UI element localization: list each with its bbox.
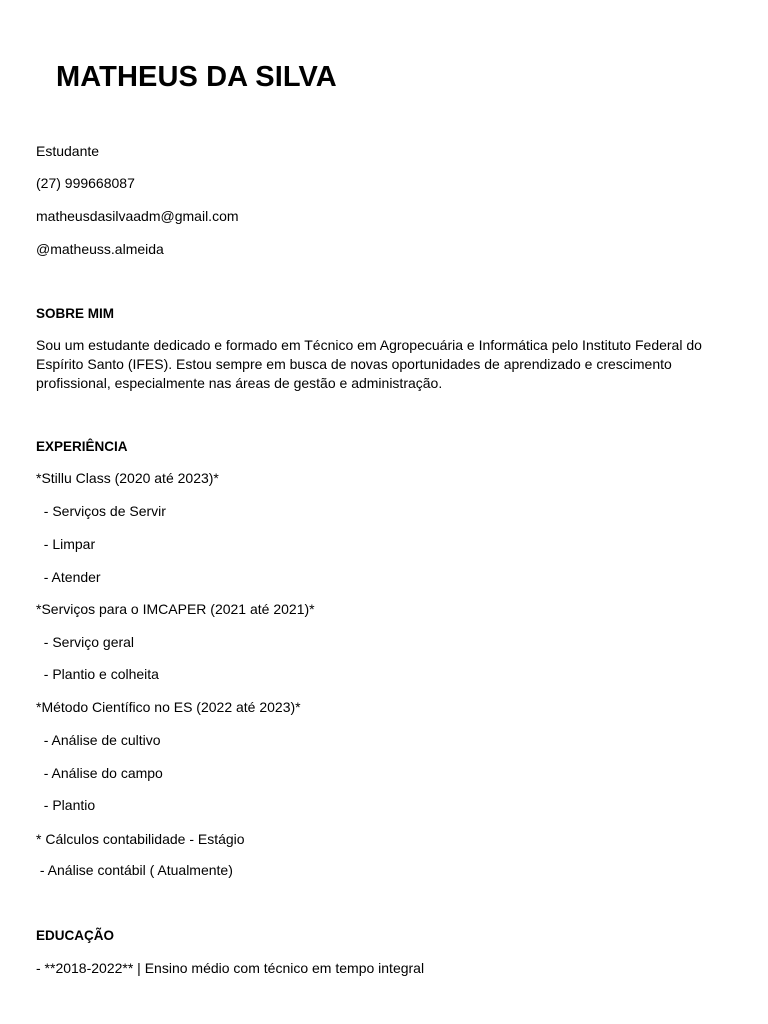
experience-line: - Análise contábil ( Atualmente) xyxy=(36,862,233,878)
experience-line: *Serviços para o IMCAPER (2021 até 2021)* xyxy=(36,601,315,617)
experience-line: *Stillu Class (2020 até 2023)* xyxy=(36,470,219,486)
contact-social: @matheuss.almeida xyxy=(36,241,164,257)
experience-line: - Atender xyxy=(36,569,101,585)
experience-line: - Plantio xyxy=(36,797,96,813)
experience-line: - Limpar xyxy=(36,536,96,552)
experience-line: - Análise do campo xyxy=(36,765,163,781)
experience-line: - Serviços de Servir xyxy=(36,503,166,519)
contact-phone: (27) 999668087 xyxy=(36,175,135,191)
contact-email: matheusdasilvaadm@gmail.com xyxy=(36,208,239,224)
experience-line: - Serviço geral xyxy=(36,634,135,650)
education-line: - **2018-2022** | Ensino médio com técnico em tempo integral xyxy=(36,960,425,976)
about-text: Sou um estudante dedicado e formado em Técnico em Agropecuária e Informática pelo Instituto Federal do Espírito Santo (IFES). Estou sempre em busca de novas oportunidades de aprendizado e crescimento profissional, especialmente nas áreas de gestão e administração. xyxy=(36,337,702,391)
experience-line: * Cálculos contabilidade - Estágio xyxy=(36,831,245,847)
experience-line: - Plantio e colheita xyxy=(36,666,159,682)
experience-heading: EXPERIÊNCIA xyxy=(36,439,128,454)
experience-line: *Método Científico no ES (2022 até 2023)* xyxy=(36,699,301,715)
contact-role: Estudante xyxy=(36,143,100,159)
experience-line: - Análise de cultivo xyxy=(36,732,161,748)
about-heading: SOBRE MIM xyxy=(36,306,115,321)
resume-name: MATHEUS DA SILVA xyxy=(56,61,337,93)
education-heading: EDUCAÇÃO xyxy=(36,928,115,943)
